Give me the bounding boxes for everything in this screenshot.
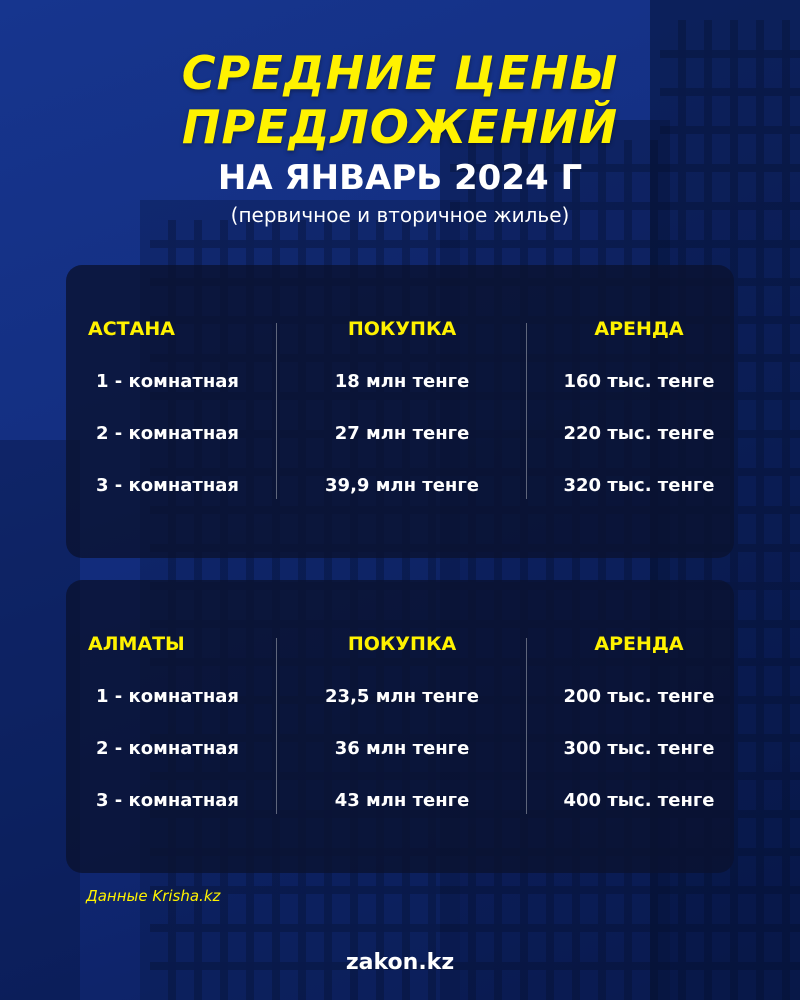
data-source-note: Данные Krisha.kz — [86, 887, 221, 905]
page-header — [0, 46, 800, 230]
buy-heading: ПОКУПКА — [347, 633, 457, 655]
column-divider — [526, 323, 527, 499]
buy-heading: ПОКУПКА — [347, 318, 457, 340]
room-type: 3 - комнатная — [96, 475, 239, 496]
buy-price: 27 млн тенге — [334, 423, 470, 444]
subtitle: НА ЯНВАРЬ 2024 Г — [217, 158, 583, 198]
brand-logo: zakon.kz — [345, 950, 455, 975]
price-panel-astana — [66, 265, 734, 558]
room-type: 1 - комнатная — [96, 686, 239, 707]
rent-price: 220 тыс. тенге — [563, 423, 715, 444]
city-heading: АЛМАТЫ — [88, 633, 185, 655]
buy-price: 18 млн тенге — [334, 371, 470, 392]
column-divider — [276, 638, 277, 814]
column-divider — [526, 638, 527, 814]
room-type: 2 - комнатная — [96, 423, 239, 444]
rent-price: 200 тыс. тенге — [563, 686, 715, 707]
price-panel-almaty — [66, 580, 734, 873]
city-heading: АСТАНА — [88, 318, 175, 340]
buy-price: 43 млн тенге — [334, 790, 470, 811]
buy-price: 39,9 млн тенге — [325, 475, 479, 496]
room-type: 2 - комнатная — [96, 738, 239, 759]
rent-price: 300 тыс. тенге — [563, 738, 715, 759]
title-line-2: ПРЕДЛОЖЕНИЙ — [181, 100, 619, 154]
room-type: 1 - комнатная — [96, 371, 239, 392]
buy-price: 36 млн тенге — [334, 738, 470, 759]
room-type: 3 - комнатная — [96, 790, 239, 811]
rent-price: 320 тыс. тенге — [563, 475, 715, 496]
subtitle-note: (первичное и вторичное жилье) — [230, 203, 570, 227]
rent-heading: АРЕНДА — [594, 633, 684, 655]
rent-price: 160 тыс. тенге — [563, 371, 715, 392]
rent-price: 400 тыс. тенге — [563, 790, 715, 811]
column-divider — [276, 323, 277, 499]
title-line-1: СРЕДНИЕ ЦЕНЫ — [181, 46, 619, 100]
rent-heading: АРЕНДА — [594, 318, 684, 340]
buy-price: 23,5 млн тенге — [325, 686, 479, 707]
